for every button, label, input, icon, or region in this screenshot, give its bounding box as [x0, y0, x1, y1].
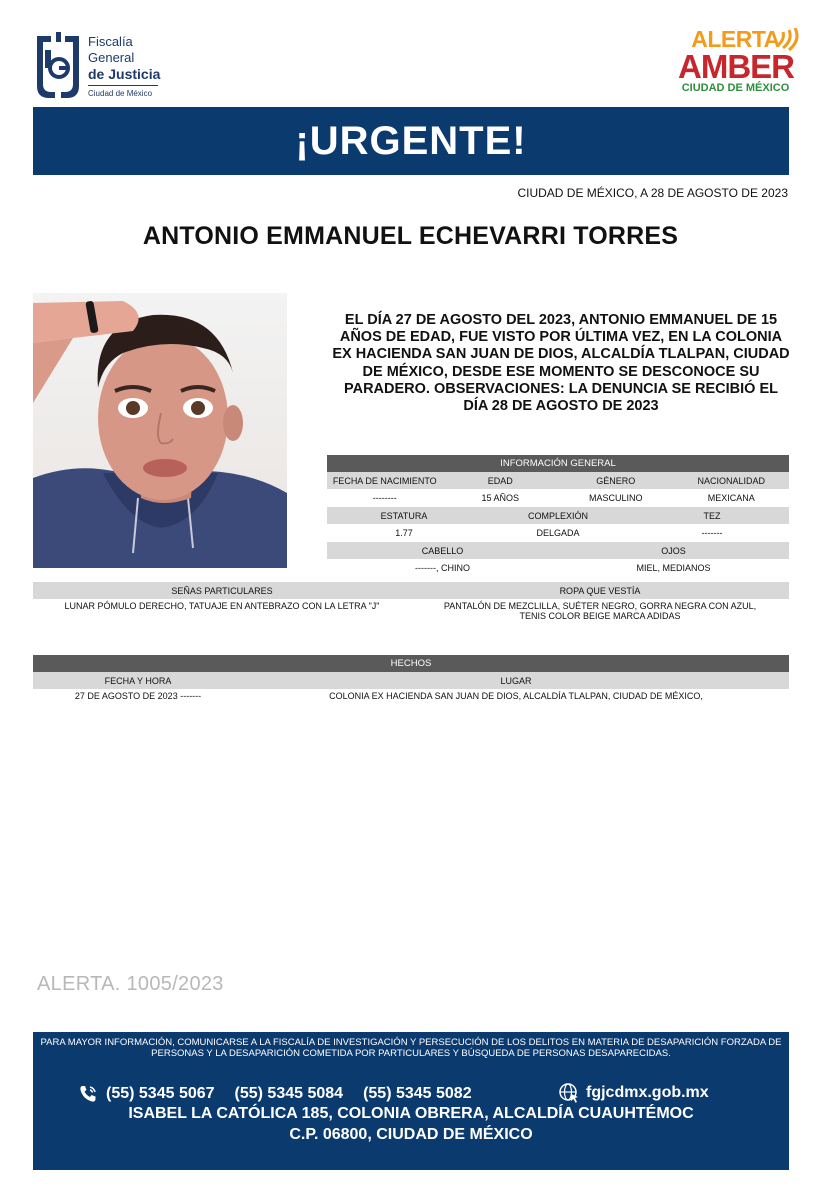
table-row	[327, 524, 789, 542]
signal-waves-icon	[773, 28, 799, 52]
footer-info-text: PARA MAYOR INFORMACIÓN, COMUNICARSE A LA FISCALÍA DE INVESTIGACIÓN Y PERSECUCIÓN DE LOS DELITOS EN MATERIA DE DESAPARICIÓN FORZADA DE PERSONAS Y LA DESAPARICIÓN COMETIDA POR PARTICULARES Y BÚSQUEDA DE PERSONAS DESAPARECIDAS.	[40, 1037, 782, 1059]
value-cell: LUNAR PÓMULO DERECHO, TATUAJE EN ANTEBRAZO CON LA LETRA "J"	[64, 601, 380, 611]
address-line1: ISABEL LA CATÓLICA 185, COLONIA OBRERA, ALCALDÍA CUAUHTÉMOC	[128, 1105, 694, 1122]
phone-icon	[78, 1084, 98, 1104]
value-cell: -------	[701, 528, 723, 538]
general-info-title: INFORMACIÓN GENERAL	[327, 455, 789, 472]
general-info-table	[327, 455, 789, 577]
table-header-row	[33, 672, 789, 689]
person-photo	[33, 293, 287, 568]
table-row	[33, 599, 789, 623]
value-cell: 27 DE AGOSTO DE 2023 -------	[74, 691, 202, 701]
header-cell: CABELLO	[421, 545, 464, 556]
phone-numbers	[78, 1084, 492, 1104]
agency-divider	[88, 85, 158, 86]
table-header-row	[327, 507, 789, 524]
phone-number[interactable]: (55) 5345 5084	[234, 1085, 344, 1102]
value-cell: MIEL, MEDIANOS	[636, 563, 711, 573]
urgent-banner: ¡URGENTE!	[33, 107, 789, 175]
table-row	[327, 489, 789, 507]
hechos-title: HECHOS	[33, 655, 789, 672]
value-cell: DELGADA	[536, 528, 580, 538]
hechos-table	[33, 655, 789, 703]
value-cell: PANTALÓN DE MEZCLILLA, SUÉTER NEGRO, GORRA NEGRA CON AZUL, TENIS COLOR BEIGE MARCA ADIDAS	[443, 601, 757, 621]
amber-logo-line2: AMBER	[678, 48, 794, 85]
address-line2: C.P. 06800, CIUDAD DE MÉXICO	[289, 1126, 533, 1143]
header-cell: ESTATURA	[380, 510, 428, 521]
agency-name-line3: de Justicia	[88, 66, 161, 82]
header-cell: OJOS	[661, 545, 686, 556]
table-header-row	[33, 582, 789, 599]
table-header-row	[327, 542, 789, 559]
value-cell: --------	[372, 493, 397, 503]
header-cell: ROPA QUE VESTÍA	[559, 585, 641, 596]
alerta-amber-logo	[678, 28, 793, 103]
fgj-emblem-icon	[33, 32, 83, 98]
value-cell: 1.77	[395, 528, 413, 538]
header-cell: TEZ	[703, 510, 721, 521]
agency-name-line1: Fiscalía	[88, 34, 133, 49]
header-cell: COMPLEXIÓN	[527, 510, 588, 521]
value-cell: COLONIA EX HACIENDA SAN JUAN DE DIOS, ALCALDÍA TLALPAN, CIUDAD DE MÉXICO,	[329, 691, 703, 701]
value-cell: 15 AÑOS	[481, 493, 520, 503]
website	[558, 1082, 709, 1104]
agency-city: Ciudad de México	[88, 89, 153, 98]
alert-number: ALERTA. 1005/2023	[37, 973, 224, 995]
date-line: CIUDAD DE MÉXICO, A 28 DE AGOSTO DE 2023	[517, 186, 788, 200]
footer	[33, 1032, 789, 1170]
features-table	[33, 582, 789, 623]
amber-logo-line1: ALERTA	[691, 26, 780, 52]
header-cell: GÉNERO	[596, 475, 636, 486]
phone-number[interactable]: (55) 5345 5082	[363, 1085, 472, 1102]
header-cell: EDAD	[487, 475, 513, 486]
narrative-text: EL DÍA 27 DE AGOSTO DEL 2023, ANTONIO EMMANUEL DE 15 AÑOS DE EDAD, FUE VISTO POR ÚLTIMA VEZ, EN LA COLONIA EX HACIENDA SAN JUAN DE DIOS, ALCALDÍA TLALPAN, CIUDAD DE MÉXICO, DESDE ESE MOMENTO SE DESCONOCE SU PARADERO. OBSERVACIONES: LA DENUNCIA SE RECIBIÓ EL DÍA 28 DE AGOSTO DE 2023	[332, 312, 790, 415]
amber-logo-line3: CIUDAD DE MÉXICO	[681, 82, 790, 94]
header-cell: FECHA Y HORA	[104, 675, 172, 686]
missing-person-name: ANTONIO EMMANUEL ECHEVARRI TORRES	[142, 222, 679, 250]
header-cell: NACIONALIDAD	[697, 475, 765, 486]
agency-name-line2: General	[88, 50, 135, 65]
table-header-row	[327, 472, 789, 489]
table-row	[33, 689, 789, 703]
header-cell: SEÑAS PARTICULARES	[171, 585, 273, 596]
phone-number[interactable]: (55) 5345 5067	[106, 1085, 215, 1102]
website-link[interactable]: fgjcdmx.gob.mx	[586, 1084, 709, 1101]
header-cell: FECHA DE NACIMIENTO	[332, 475, 437, 486]
value-cell: MEXICANA	[707, 493, 755, 503]
header-cell: LUGAR	[500, 675, 532, 686]
value-cell: MASCULINO	[588, 493, 643, 503]
fgj-logo	[33, 32, 173, 102]
globe-cursor-icon	[558, 1082, 580, 1104]
value-cell: -------, CHINO	[415, 563, 470, 573]
table-row	[327, 559, 789, 577]
